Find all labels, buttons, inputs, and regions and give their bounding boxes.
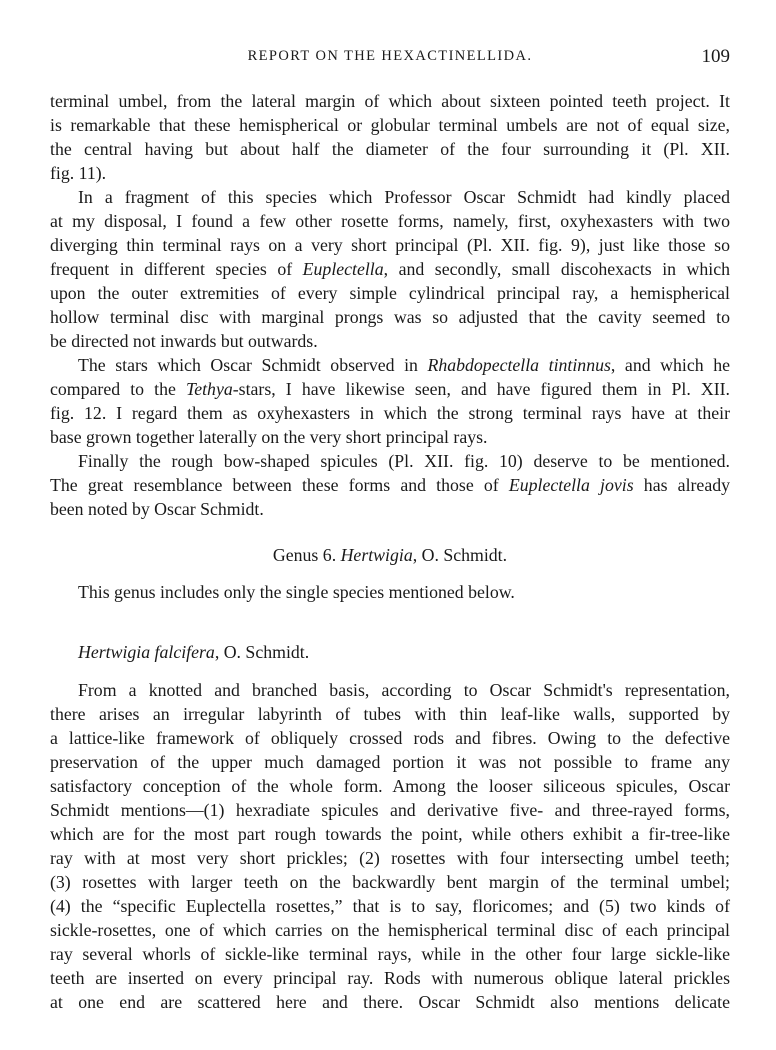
text-line: fig. 12. I regard them as oxyhexasters in which the strong terminal rays have at their [50, 403, 730, 423]
text-line: satisfactory conception of the whole form. Among the looser siliceous spicules, Oscar [50, 776, 730, 796]
text-run: The stars which Oscar Schmidt observed in [78, 355, 428, 375]
text-line: a lattice-like framework of obliquely crossed rods and fibres. Owing to the defective [50, 728, 730, 748]
heading-line [50, 640, 730, 664]
italic-taxon: Rhabdopectella tintinnus [427, 355, 611, 375]
heading-prefix: Genus 6. [272, 545, 341, 565]
text-line: sickle-rosettes, one of which carries on the hemispherical terminal disc of each principal [50, 920, 730, 940]
text-line [50, 377, 730, 401]
text-line: there arises an irregular labyrinth of tubes with thin leaf-like walls, supported by [50, 704, 730, 724]
text-run: , and which he [610, 355, 730, 375]
text-line: teeth are inserted on every principal ray. Rods with numerous oblique lateral prickles [50, 968, 730, 988]
text-line: fig. 11). [50, 163, 107, 183]
text-line: which are for the most part rough towards the point, while others exhibit a fir-tree-like [50, 824, 730, 844]
text-line: hollow terminal disc with marginal prongs was so adjusted that the cavity seemed to [50, 307, 730, 327]
text-line [50, 353, 730, 377]
text-line: ray several whorls of sickle-like terminal rays, while in the other four large sickle-like [50, 944, 730, 964]
text-line: preservation of the upper much damaged portion it was not possible to frame any [50, 752, 730, 772]
italic-taxon: Euplectella jovis [508, 475, 634, 495]
italic-taxon: Euplectella [302, 259, 384, 279]
text-line: This genus includes only the single species mentioned below. [78, 582, 515, 602]
text-line: (3) rosettes with larger teeth on the backwardly bent margin of the terminal umbel; [50, 872, 730, 892]
text-line: Schmidt mentions—(1) hexradiate spicules and derivative five- and three-rayed forms, [50, 800, 730, 820]
text-line: (4) the “specific Euplectella rosettes,” that is to say, floricomes; and (5) two kinds of [50, 896, 730, 916]
text-line: ray with at most very short prickles; (2) rosettes with four intersecting umbel teeth; [50, 848, 730, 868]
text-line: been noted by Oscar Schmidt. [50, 499, 264, 519]
text-run: compared to the [50, 379, 186, 399]
paragraph-stars [50, 353, 730, 449]
paragraph-fragment-rosettes [50, 185, 730, 353]
text-line: the central having but about half the diameter of the four surrounding it (Pl. XII. [50, 139, 730, 159]
paragraph-species-description [50, 678, 730, 1014]
text-line: Finally the rough bow-shaped spicules (Pl. XII. fig. 10) deserve to be mentioned. [78, 451, 730, 471]
heading-line [50, 543, 730, 567]
genus-heading [50, 543, 730, 567]
species-name: Hertwigia falcifera [78, 642, 215, 662]
page-number: 109 [701, 46, 730, 67]
text-run: The great resemblance between these forms and those of [50, 475, 509, 495]
text-run: has already [633, 475, 730, 495]
heading-suffix: , O. Schmidt. [412, 545, 508, 565]
text-run: -stars, I have likewise seen, and have figured them in Pl. XII. [232, 379, 730, 399]
italic-taxon: Tethya [185, 379, 233, 399]
text-run: frequent in different species of [50, 259, 303, 279]
species-heading [50, 640, 730, 664]
text-line: diverging thin terminal rays on a very short principal (Pl. XII. fig. 9), just like those so [50, 235, 730, 255]
text-line: be directed not inwards but outwards. [50, 331, 318, 351]
paragraph-continuation [50, 89, 730, 185]
genus-name: Hertwigia [340, 545, 413, 565]
text-line: upon the outer extremities of every simple cylindrical principal ray, a hemispherical [50, 283, 730, 303]
text-line: is remarkable that these hemispherical or globular terminal umbels are not of equal size, [50, 115, 730, 135]
page-header [50, 46, 730, 70]
heading-suffix: , O. Schmidt. [214, 642, 310, 662]
text-run: , and secondly, small discohexacts in which [383, 259, 730, 279]
text-line: In a fragment of this species which Professor Oscar Schmidt had kindly placed [78, 187, 730, 207]
text-line [50, 473, 730, 497]
text-line: base grown together laterally on the very short principal rays. [50, 427, 488, 447]
running-title: REPORT ON THE HEXACTINELLIDA. [247, 48, 533, 64]
genus-note [50, 580, 730, 604]
text-line: at my disposal, I found a few other rosette forms, namely, first, oxyhexasters with two [50, 211, 730, 231]
text-line [50, 257, 730, 281]
text-line: at one end are scattered here and there. Oscar Schmidt also mentions delicate [50, 992, 730, 1012]
text-line: From a knotted and branched basis, according to Oscar Schmidt's representation, [78, 680, 730, 700]
paragraph-bow-spicules [50, 449, 730, 521]
text-line: terminal umbel, from the lateral margin of which about sixteen pointed teeth project. It [50, 91, 730, 111]
